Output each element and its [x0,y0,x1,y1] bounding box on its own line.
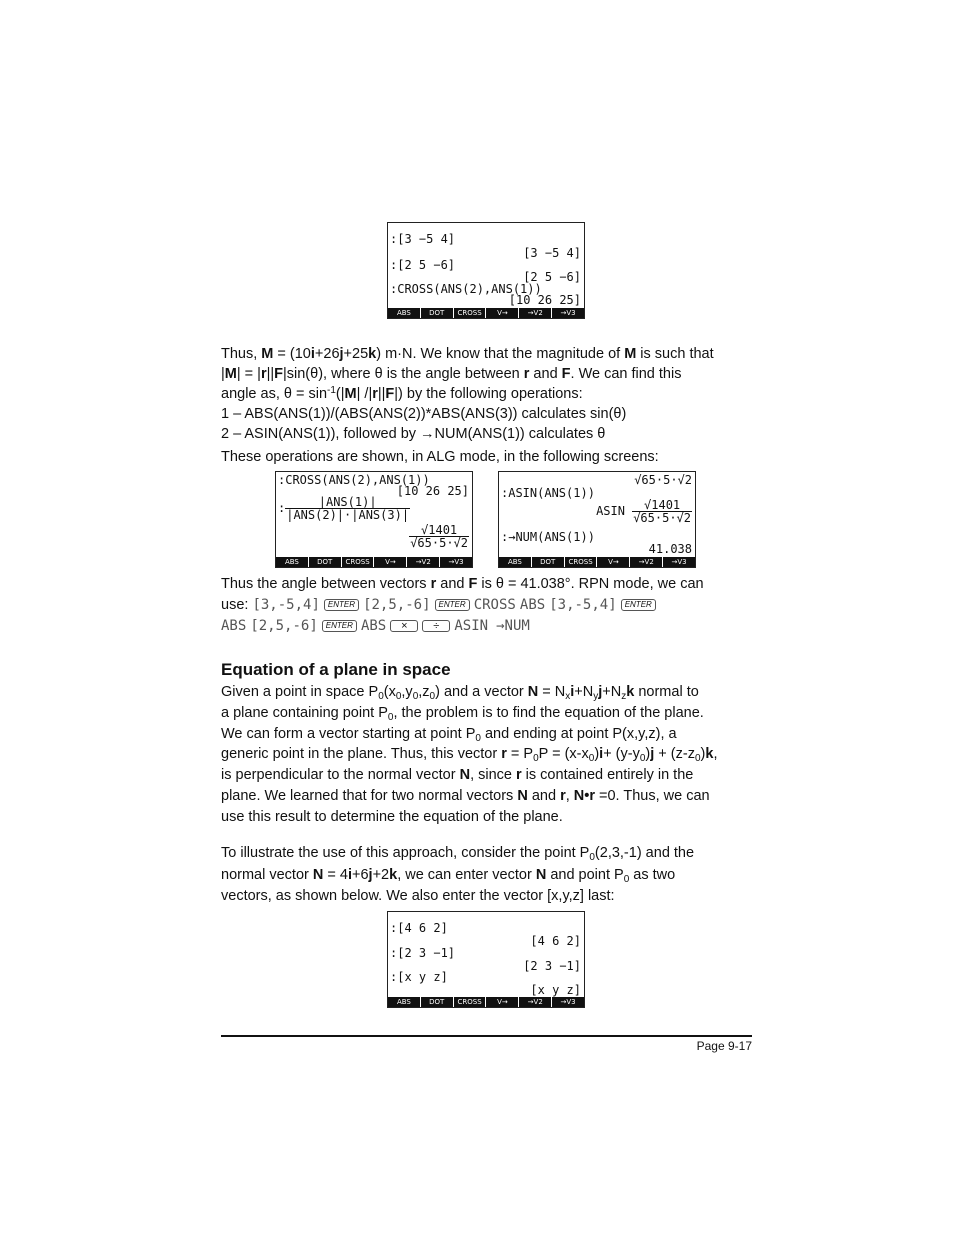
text-line [221,616,751,637]
use-label: use: [221,597,249,613]
text-line: We can form a vector starting at point $P_0$ and ending at point P(x,y,z), a [221,725,677,744]
menu-key-v-arrow[interactable]: V→ [486,308,518,318]
stack-result: 41.038 [648,542,692,556]
stack-entry: :[3 −5 4] [390,232,456,246]
stack-result: [3 −5 4] [523,246,581,260]
menu-key-to-v3[interactable]: →V3 [663,557,695,567]
footer-rule [221,1035,752,1037]
menu-key-dot[interactable]: DOT [421,308,453,318]
abs-softkey[interactable]: ABS [519,597,546,613]
menu-key-v-arrow[interactable]: V→ [597,557,629,567]
menu-key-dot[interactable]: DOT [309,557,341,567]
abs-softkey[interactable]: ABS [221,618,247,634]
menu-key-dot[interactable]: DOT [532,557,564,567]
page-number: Page 9-17 [696,1039,752,1053]
paragraph-plane-equation [221,682,751,828]
menu-key-v-arrow[interactable]: V→ [374,557,406,567]
menu-key-cross[interactable]: CROSS [565,557,597,567]
stack-entry: :[x y z] [390,970,448,984]
menu-key-cross[interactable]: CROSS [454,308,486,318]
text-line: is perpendicular to the normal vector N, since r is contained entirely in the [221,767,694,784]
text-line: normal vector N = 4i+6j+2k, we can enter vector N and point $P_0$ as two [221,866,676,885]
text-line: Thus, M = (10i+26j+25k) m·N. We know that the magnitude of M is such that [221,346,714,362]
stack-entry: :CROSS(ANS(2),ANS(1)) [390,282,542,296]
soft-menu [388,997,584,1007]
stack-result: [x y z] [530,983,581,997]
stack-entry: :[2 3 −1] [390,946,456,960]
enter-key[interactable]: ENTER [435,599,470,611]
menu-key-to-v3[interactable]: →V3 [552,997,584,1007]
fraction [285,496,410,521]
menu-key-v-arrow[interactable]: V→ [486,997,518,1007]
text-line: plane. We learned that for two normal vectors N and r, N•r =0. Thus, we can [221,787,710,804]
fraction-denominator: √65·5·√2 [633,511,691,525]
vector-keys: [3,-5,4] [252,597,320,613]
paragraph-illustration [221,843,751,908]
stack-entry: :CROSS(ANS(2),ANS(1)) [278,473,430,487]
menu-key-abs[interactable]: ABS [276,557,308,567]
fraction-denominator: |ANS(2)|·|ANS(3)| [286,508,410,522]
stack-entry: :[2 5 −6] [390,258,456,272]
calculator-screen-4 [387,911,585,1008]
menu-key-to-v2[interactable]: →V2 [519,997,551,1007]
section-heading: Equation of a plane in space [221,660,451,679]
to-num-key[interactable]: →NUM [496,618,530,634]
fraction-numerator: √1401 [409,524,469,537]
text-line: 2 – ASIN(ANS(1)), followed by →NUM(ANS(1)) calculates θ [221,426,606,442]
vector-keys: [2,5,-6] [250,618,318,634]
menu-key-abs[interactable]: ABS [499,557,531,567]
menu-key-abs[interactable]: ABS [388,997,420,1007]
text-line: 1 – ABS(ANS(1))/(ABS(ANS(2))*ABS(ANS(3)) calculates sin(θ) [221,406,627,422]
stack-result: [2 3 −1] [523,959,581,973]
text-line: a plane containing point $P_0$, the problem is to find the equation of the plane. [221,704,704,723]
text-line: generic point in the plane. Thus, this vector $r = P_0P = (x-x_0)i+ (y-y_0)j + (z-z_0)k$, [221,746,718,765]
text-line: angle as, $\theta = \sin^{-1}(|M|$ /|r||F|) by the following operations: [221,385,583,402]
text-line: vectors, as shown below. We also enter the vector [x,y,z] last: [221,888,615,904]
menu-key-abs[interactable]: ABS [388,308,420,318]
menu-key-to-v2[interactable]: →V2 [519,308,551,318]
menu-key-to-v2[interactable]: →V2 [407,557,439,567]
stack-result: [2 5 −6] [523,270,581,284]
enter-key[interactable]: ENTER [324,599,359,611]
asin-label: ASIN [596,504,625,518]
text-line [221,595,751,616]
text-line: Given a point in space $P_0(x_0,y_0,z_0)$ and a vector $N = N_xi+N_yj+N_zk$ normal to [221,684,699,702]
text-line: |M| = |r||F|sin(θ), where θ is the angle between r and F. We can find this [221,366,682,382]
text-line: These operations are shown, in ALG mode, in the following screens: [221,449,659,465]
calculator-screen-2 [275,471,473,568]
vector-keys: [2,5,-6] [363,597,431,613]
abs-softkey[interactable]: ABS [360,618,387,634]
menu-key-to-v3[interactable]: →V3 [440,557,472,567]
calculator-screen-3 [498,471,696,568]
fraction [409,524,469,549]
paragraph-angle-result [221,574,751,637]
menu-key-to-v2[interactable]: →V2 [630,557,662,567]
multiply-key[interactable]: × [390,620,418,632]
stack-result: [4 6 2] [530,934,581,948]
stack-result: √65·5·√2 [634,473,692,487]
divide-key[interactable]: ÷ [422,620,450,632]
stack-entry: :→NUM(ANS(1)) [501,530,595,544]
text-line: Thus the angle between vectors r and F is θ = 41.038°. RPN mode, we can [221,576,704,592]
cross-softkey[interactable]: CROSS [473,597,516,613]
calculator-screen-1 [387,222,585,319]
fraction-numerator: √1401 [632,499,692,512]
menu-key-cross[interactable]: CROSS [454,997,486,1007]
stack-result-asin [596,499,692,524]
stack-entry-fraction: : $\frac{\text{|ANS(1)|}}{\text{|ANS(2)|·|ANS(3)|}}$ [278,495,410,522]
paragraph-magnitude [221,344,751,467]
menu-key-dot[interactable]: DOT [421,997,453,1007]
menu-key-to-v3[interactable]: →V3 [552,308,584,318]
soft-menu [388,308,584,318]
text-line: To illustrate the use of this approach, consider the point $P_0(2,3,-1)$ and the [221,845,695,863]
stack-result: [10 26 25] [508,293,581,307]
stack-result: [10 26 25] [396,484,469,498]
fraction [632,499,692,524]
soft-menu [276,557,472,567]
stack-entry: :ASIN(ANS(1)) [501,486,595,500]
enter-key[interactable]: ENTER [322,620,357,632]
stack-entry: :[4 6 2] [390,921,448,935]
asin-key[interactable]: ASIN [454,618,489,634]
enter-key[interactable]: ENTER [621,599,656,611]
fraction-denominator: √65·5·√2 [410,536,468,550]
soft-menu [499,557,695,567]
text-line: use this result to determine the equation of the plane. [221,808,563,825]
menu-key-cross[interactable]: CROSS [342,557,374,567]
stack-result-fraction [409,524,469,549]
vector-keys: [3,-5,4] [549,597,617,613]
fraction-numerator: |ANS(1)| [285,496,410,509]
